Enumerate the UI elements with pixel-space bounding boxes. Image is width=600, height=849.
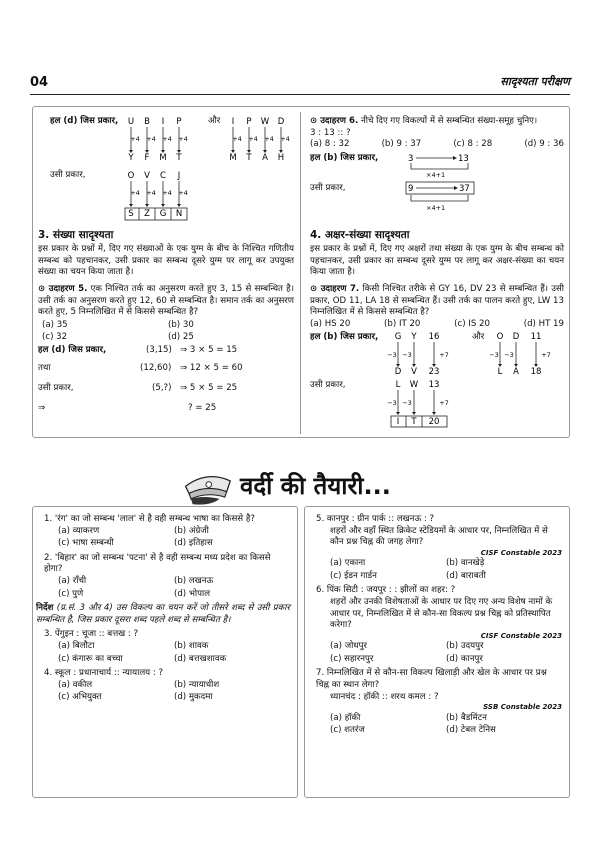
m1-bot-0: D: [394, 367, 402, 378]
option: (b) 9 : 37: [381, 139, 422, 150]
question-list-left: [36, 514, 290, 707]
chapter-title: सादृश्यता परीक्षण: [500, 75, 570, 88]
option: (a) हॉकी: [330, 712, 361, 723]
map1-add-0: +4: [130, 135, 140, 143]
map3-bottom-0: S: [128, 209, 134, 219]
option: (a) व्याकरण: [58, 525, 100, 536]
solution-intro: हल (b) जिस प्रकार,: [310, 332, 379, 343]
option: (d) HT 19: [523, 318, 564, 329]
option: (a) एकाना: [330, 558, 366, 569]
banner: [180, 462, 420, 518]
instruction: [36, 603, 290, 626]
map1-top-3: P: [176, 117, 182, 127]
map3-bottom-3: N: [175, 209, 183, 219]
option: (d) भोपाल: [174, 588, 211, 599]
example-6-question: 3 : 13 :: ?: [310, 127, 351, 138]
map3-add-3: +4: [178, 189, 188, 197]
m2-bot-2: 18: [530, 367, 542, 378]
section-4: [310, 228, 564, 430]
example-6: [310, 116, 564, 215]
alnum-map-3: [387, 378, 462, 428]
answer: ? = 25: [188, 402, 217, 413]
map3-top-2: C: [160, 171, 166, 181]
same-way-label: उसी प्रकार,: [38, 382, 74, 393]
exam-tag: SSB Constable 2023: [483, 703, 562, 712]
question-3: [44, 629, 290, 665]
m3-top-1: W: [409, 380, 419, 391]
same-way-label: उसी प्रकार,: [310, 182, 346, 193]
question-text: 7. निम्नलिखित में से कौन-सा विकल्प खिलाड़ी और खेल के आधार पर प्रश्न चिह्न का स्थान लेगा?: [316, 668, 547, 690]
step-2-calc: ⇒ 12 × 5 = 60: [180, 362, 243, 373]
map1-add-3: +4: [178, 135, 188, 143]
option: (c) 32: [42, 332, 68, 343]
implies-arrow: ⇒: [38, 402, 46, 413]
map2-bottom-1: T: [246, 153, 252, 163]
solution-intro: हल (b) जिस प्रकार,: [310, 152, 379, 163]
police-cap-icon: [180, 472, 234, 506]
example-7-label: उदाहरण 7.: [320, 283, 360, 294]
step-3-pair: (5,?): [152, 382, 172, 393]
question-1: [44, 514, 290, 550]
map1-bottom-1: F: [144, 153, 150, 163]
option: (a) राँची: [58, 575, 87, 586]
option: (b) अंग्रेजी: [174, 525, 209, 536]
example-6-label: उदाहरण 6.: [320, 116, 359, 126]
option: (c) कंगारू का बच्चा: [58, 653, 123, 664]
example-6-solution: [310, 151, 564, 215]
map2-add-1: +4: [248, 135, 258, 143]
example-5-label: उदाहरण 5.: [48, 283, 88, 294]
m1-bot-2: 23: [428, 367, 440, 378]
option: (d) 25: [168, 332, 194, 343]
option: (b) बैडमिंटन: [446, 712, 487, 723]
map3-top-3: J: [177, 171, 181, 181]
option: (b) वानखेड़े: [446, 558, 485, 569]
exam-tag: CISF Constable 2023: [480, 548, 562, 557]
option: (c) ईडन गार्डन: [330, 570, 377, 581]
map1-bottom-2: M: [159, 153, 167, 163]
m1-bot-1: V: [411, 367, 417, 378]
map2-top-1: P: [246, 117, 252, 127]
map3-add-2: +4: [162, 189, 172, 197]
example-5-solution: [38, 345, 294, 423]
option: (c) 8 : 28: [453, 139, 493, 150]
option: (a) जोधपुर: [330, 641, 367, 652]
map2-add-2: +4: [264, 135, 274, 143]
question-detail: शहरों और वहाँ स्थित क्रिकेट स्टेडियमों के आधार पर, निम्नलिखित में से कौन प्रश्न चिह्न की जगह लेगा?: [330, 525, 548, 548]
and-label: और: [472, 332, 485, 343]
question-4: [44, 668, 290, 704]
question-7: [316, 668, 562, 736]
m3-op-0: −3: [387, 399, 397, 408]
question-text: 6. पिंक सिटी : जयपुर : : झीलों का शहर: ?: [316, 585, 456, 596]
m3-op-2: +7: [439, 399, 449, 408]
m3-bot-0: I: [396, 417, 400, 428]
question-detail: ध्यानचंद : हॉकी :: शरथ कमल : ?: [330, 691, 439, 702]
option: (a) वकील: [58, 679, 93, 690]
example-5-options: [38, 320, 294, 344]
instruction-label: निर्देश: [36, 603, 54, 614]
map3-top-1: V: [144, 171, 150, 181]
question-text: 3. पेंगुइन : चूजा :: बत्तख : ?: [44, 629, 139, 640]
option: (d) बाराबती: [446, 570, 486, 581]
alnum-map-1: [387, 330, 460, 378]
option: (d) मुकदमा: [174, 692, 213, 703]
option: (a) बिलौटा: [58, 640, 95, 651]
map1-top-2: I: [161, 117, 165, 127]
m1-top-2: 16: [428, 332, 440, 343]
m3-top-0: L: [395, 380, 401, 391]
ex6-a: 3: [408, 153, 414, 164]
m2-bot-1: A: [513, 367, 519, 378]
map1-bottom-3: T: [176, 153, 182, 163]
and-label: और: [208, 116, 221, 126]
letter-map-3: [125, 170, 197, 222]
option: (b) उदयपुर: [446, 641, 484, 652]
m1-top-1: Y: [411, 332, 417, 343]
section-4-heading: 4. अक्षर-संख्या सादृश्यता: [310, 229, 410, 241]
option: (d) बत्तखशावक: [174, 653, 227, 664]
option: (d) 9 : 36: [524, 139, 564, 150]
letter-map-1: [125, 116, 195, 166]
section-3: [38, 228, 294, 423]
option: (b) शावक: [174, 640, 209, 651]
map1-add-2: +4: [162, 135, 172, 143]
m2-bot-0: L: [497, 367, 503, 378]
page-number: 04: [30, 75, 49, 90]
m2-top-0: O: [496, 332, 504, 343]
map1-add-1: +4: [146, 135, 156, 143]
example-5: [38, 284, 294, 319]
m3-op-1: −3: [402, 399, 412, 408]
ex6-b: 13: [458, 153, 469, 164]
map3-add-1: +4: [146, 189, 156, 197]
bullet-icon: ⊙: [310, 116, 321, 126]
option: (c) शतरंज: [330, 725, 365, 736]
letter-map-2: [227, 116, 297, 166]
m2-op-2: +7: [541, 351, 551, 360]
map2-add-3: +4: [280, 135, 290, 143]
instruction-text: (प्र.सं. 3 और 4) उस विकल्प का चयन करें जो तीसरे शब्द से उसी प्रकार सम्बन्धित है, जिस प्रकार दूसरा शब्द पहले शब्द से सम्बन्धित है।: [36, 603, 290, 625]
question-list-right: [316, 514, 562, 740]
m3-bot-2: 20: [428, 417, 440, 428]
question-5: [316, 514, 562, 582]
same-way-label: उसी प्रकार,: [310, 380, 346, 391]
question-text: 4. स्कूल : प्रधानाचार्य :: न्यायालय : ?: [44, 668, 164, 679]
step-1-pair: (3,15): [146, 344, 172, 355]
bullet-icon: ⊙: [310, 283, 321, 294]
option: (d) इतिहास: [174, 538, 213, 549]
number-map-2: [406, 181, 478, 213]
map2-add-0: +4: [232, 135, 242, 143]
step-3-calc: ⇒ 5 × 5 = 25: [180, 382, 238, 393]
step-1-calc: ⇒ 3 × 5 = 15: [180, 344, 238, 355]
option: (a) 35: [42, 319, 68, 330]
map1-top-1: B: [144, 117, 150, 127]
map2-top-0: I: [231, 117, 235, 127]
option: (d) टेबल टेनिस: [446, 725, 496, 736]
m2-top-1: D: [512, 332, 520, 343]
m1-op-0: −3: [387, 351, 397, 360]
m1-op-1: −3: [402, 351, 412, 360]
ex6-rule: ×4+1: [426, 170, 446, 179]
example-7-solution: [310, 330, 564, 430]
solution-intro: हल (d) जिस प्रकार,: [50, 116, 119, 126]
section-3-heading: 3. संख्या सादृश्यता: [38, 229, 114, 241]
option: (b) 30: [168, 319, 194, 330]
option: (c) IS 20: [454, 318, 490, 329]
option: (b) IT 20: [384, 318, 421, 329]
m3-top-2: 13: [428, 380, 440, 391]
bullet-icon: ⊙: [38, 283, 49, 294]
example-6-text: नीचे दिए गए विकल्पों में से सम्बन्धित संख्या-समूह चुनिए।: [360, 116, 538, 126]
question-text: 1. 'रंग' का जो सम्बन्ध 'लाल' से है वही सम्बन्ध भाषा का किससे है?: [44, 514, 255, 524]
m1-top-0: G: [394, 332, 402, 343]
example-6-options: [310, 139, 564, 151]
ex6-c: 9: [408, 183, 414, 194]
map3-add-0: +4: [130, 189, 140, 197]
number-map-1: [406, 151, 478, 181]
alnum-map-2: [489, 330, 564, 378]
question-2: [44, 553, 290, 600]
map1-bottom-0: Y: [128, 153, 134, 163]
option: (b) लखनऊ: [174, 575, 214, 586]
step-2-pair: (12,60): [140, 362, 172, 373]
question-text: 5. कानपुर : ग्रीन पार्क :: लखनऊ : ?: [316, 514, 435, 524]
map2-top-2: W: [260, 117, 270, 127]
option: (c) पुणे: [58, 588, 84, 599]
section-3-text: इस प्रकार के प्रश्नों में, दिए गए संख्याओं के एक युग्म के बीच के निश्चित गणितीय सम्बन्ध को पहचानकर, उसी प्रकार का सम्बन्ध दूसरे युग्म पर लागू कर उपयुक्त संख्या का चयन किया जाता है।: [38, 244, 294, 278]
question-text: 2. 'बिहार' का जो सम्बन्ध 'पटना' से है वही सम्बन्ध मध्य प्रदेश का किससे होगा?: [44, 552, 271, 575]
map2-bottom-0: M: [229, 153, 237, 163]
page-header: [30, 74, 570, 95]
m2-top-2: 11: [530, 332, 542, 343]
option: (d) कानपुर: [446, 653, 483, 664]
m1-op-2: +7: [439, 351, 449, 360]
example-7: [310, 284, 564, 319]
ex6-rule-2: ×4+1: [426, 203, 446, 212]
example-7-options: [310, 319, 564, 331]
question-detail: शहरों और उनकी विशेषताओं के आधार पर दिए गए अन्य विशेष नामों के आधार पर, निम्नलिखित में से कौन-सा विकल्प प्रश्न चिह्न को प्रतिस्थापित करेगा?: [330, 597, 553, 631]
section-4-text: इस प्रकार के प्रश्नों में, दिए गए अक्षरों तथा संख्या के एक युग्म के बीच सम्बन्ध को पहचानकर, उसी प्रकार का सम्बन्ध दूसरे युग्म पर लागू कर अक्षर-संख्या का चयन किया जाता है।: [310, 244, 564, 278]
question-6: [316, 585, 562, 665]
exam-tag: CISF Constable 2023: [480, 631, 562, 640]
tatha-label: तथा: [38, 362, 51, 373]
map2-bottom-3: H: [277, 153, 285, 163]
banner-title: वर्दी की तैयारी...: [240, 472, 391, 500]
example-5-text: एक निश्चित तर्क का अनुसरण करते हुए 3, 15 से सम्बन्धित है। उसी तर्क का अनुसरण करते हुए 12, 60 से सम्बन्धित है। समान तर्क का अनुसरण करते हुए, 5 निम्नलिखित में से किससे सम्बन्धित है?: [38, 283, 294, 318]
option: (a) 8 : 32: [310, 139, 350, 150]
m2-op-0: −3: [489, 351, 499, 360]
example-7-text: किसी निश्चित तरीके से GY 16, DV 23 से सम्बन्धित हैं। उसी प्रकार, OD 11, LA 18 से सम्बन्धित हैं। उसी तर्क का पालन करते हुए, LW 13 निम्नलिखित में से किससे सम्बन्धित है?: [310, 283, 565, 318]
map3-bottom-1: Z: [144, 209, 150, 219]
column-divider: [300, 112, 301, 434]
map2-bottom-2: A: [262, 153, 268, 163]
option: (a) HS 20: [310, 318, 351, 329]
same-way-label: उसी प्रकार,: [50, 170, 86, 180]
m3-bot-1: T: [411, 417, 417, 428]
option: (c) भाषा सम्बन्धी: [58, 538, 114, 549]
map2-top-3: D: [277, 117, 285, 127]
ex6-d: 37: [459, 183, 470, 194]
map3-top-0: O: [127, 171, 135, 181]
solution-intro: हल (d) जिस प्रकार,: [38, 344, 107, 355]
m2-op-1: −3: [504, 351, 514, 360]
left-solution-1: [50, 116, 295, 222]
map1-top-0: U: [127, 117, 135, 127]
map3-bottom-2: G: [159, 209, 167, 219]
option: (b) न्यायाधीश: [174, 679, 220, 690]
option: (c) सहारनपुर: [330, 653, 374, 664]
option: (c) अभियुक्त: [58, 692, 102, 703]
